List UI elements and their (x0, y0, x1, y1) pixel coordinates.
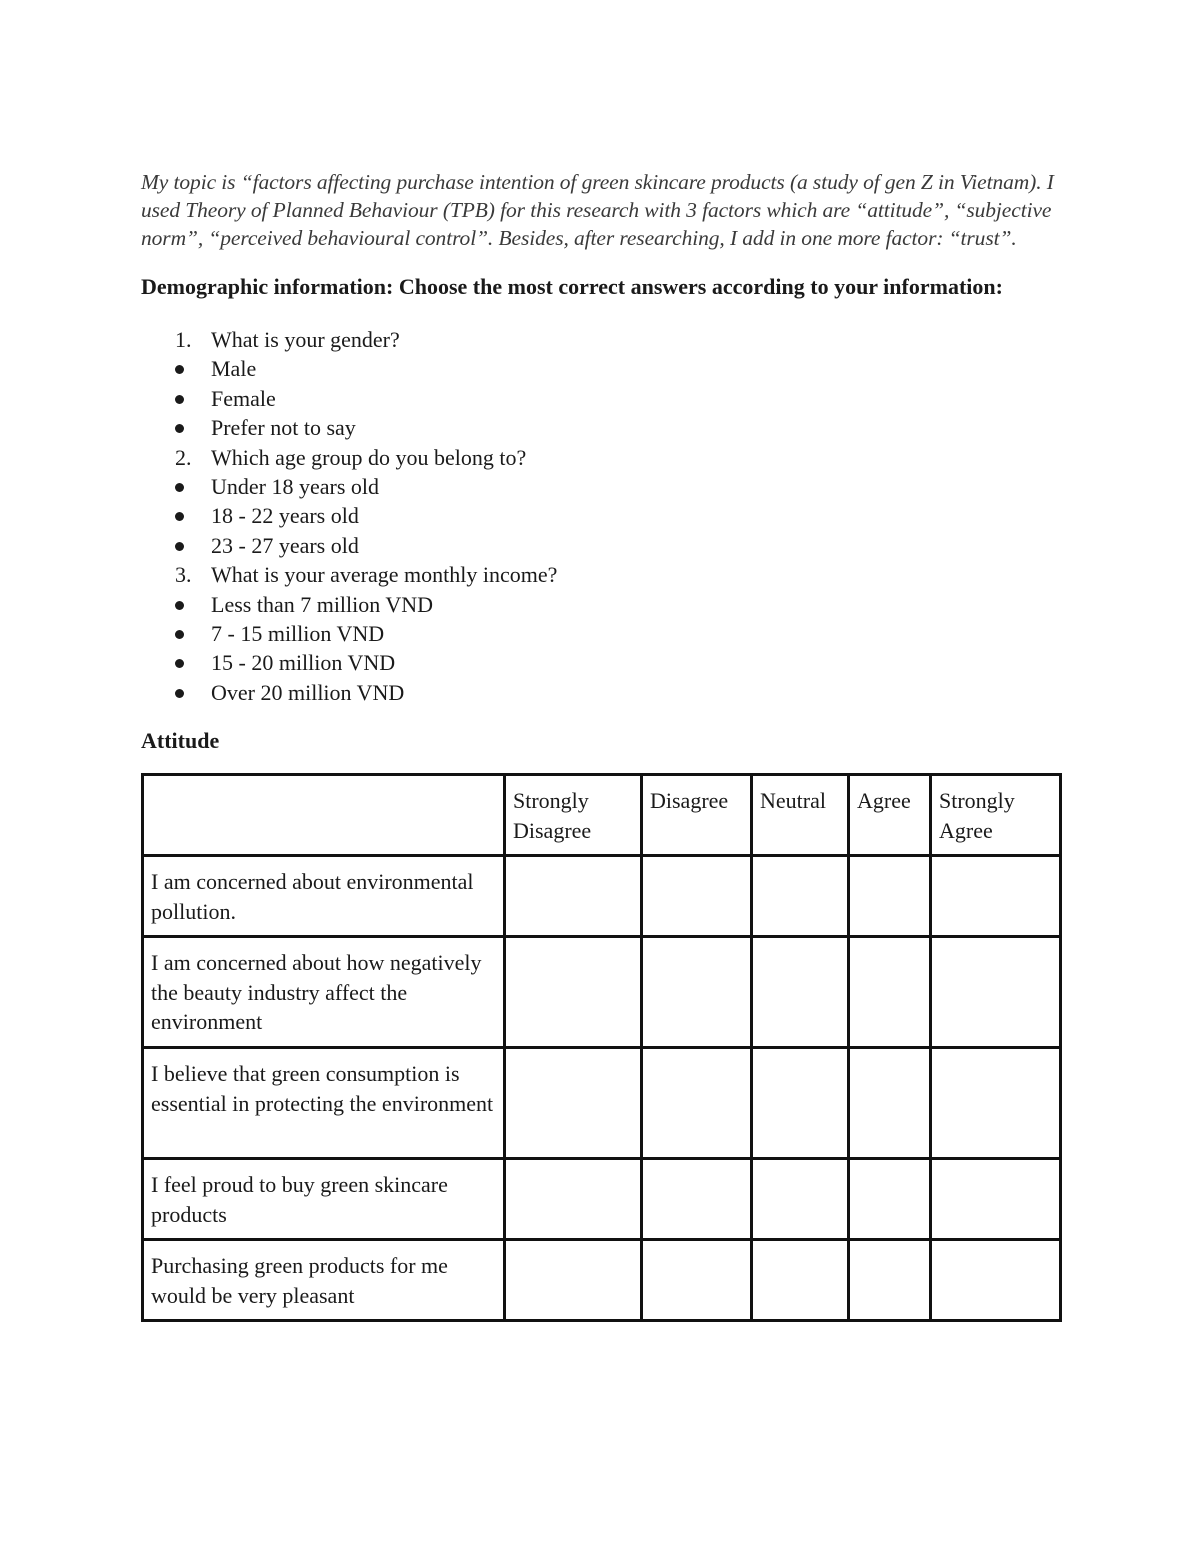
question-number: 1. (175, 327, 192, 352)
response-cell[interactable] (931, 1240, 1061, 1321)
option-text: 7 - 15 million VND (211, 621, 385, 647)
response-cell[interactable] (752, 937, 849, 1048)
table-header-cell: Neutral (752, 775, 849, 856)
attitude-heading: Attitude (141, 728, 220, 754)
option-text: Male (211, 356, 257, 382)
response-cell[interactable] (931, 856, 1061, 937)
response-cell[interactable] (642, 856, 752, 937)
response-cell[interactable] (505, 937, 642, 1048)
bullet-icon (175, 689, 184, 698)
response-cell[interactable] (642, 1159, 752, 1240)
option-item[interactable] (141, 648, 1061, 677)
demographic-heading: Demographic information: Choose the most correct answers according to your information: (141, 274, 1003, 299)
option-text: 15 - 20 million VND (211, 650, 396, 676)
option-text: Under 18 years old (211, 474, 380, 500)
option-item[interactable] (141, 413, 1061, 442)
response-cell[interactable] (505, 856, 642, 937)
bullet-icon (175, 483, 184, 492)
option-text: 18 - 22 years old (211, 503, 359, 529)
response-cell[interactable] (505, 1240, 642, 1321)
response-cell[interactable] (849, 1048, 931, 1159)
statement-cell: I am concerned about environmental pollution. (143, 856, 505, 937)
bullet-icon (175, 395, 184, 404)
bullet-icon (175, 630, 184, 639)
table-row (143, 1240, 1061, 1321)
table-row (143, 1159, 1061, 1240)
option-text: Over 20 million VND (211, 679, 405, 705)
option-text: Female (211, 385, 276, 411)
table-row (143, 1048, 1061, 1159)
statement-cell: I feel proud to buy green skincare products (143, 1159, 505, 1240)
table-row (143, 856, 1061, 937)
option-item[interactable] (141, 590, 1061, 619)
table-header-cell: Strongly Disagree (505, 775, 642, 856)
option-item[interactable] (141, 678, 1061, 707)
bullet-icon (175, 424, 184, 433)
option-item[interactable] (141, 354, 1061, 383)
table-header-cell: Disagree (642, 775, 752, 856)
response-cell[interactable] (752, 1048, 849, 1159)
option-item[interactable] (141, 531, 1061, 560)
bullet-icon (175, 542, 184, 551)
table-header-cell: Agree (849, 775, 931, 856)
statement-cell: Purchasing green products for me would be very pleasant (143, 1240, 505, 1321)
response-cell[interactable] (931, 937, 1061, 1048)
option-item[interactable] (141, 472, 1061, 501)
question-item (141, 325, 1061, 354)
option-item[interactable] (141, 384, 1061, 413)
response-cell[interactable] (752, 856, 849, 937)
response-cell[interactable] (849, 1159, 931, 1240)
option-text: Less than 7 million VND (211, 591, 434, 617)
document-page (141, 168, 1061, 1322)
table-header-cell (143, 775, 505, 856)
question-item (141, 443, 1061, 472)
option-item[interactable] (141, 619, 1061, 648)
table-row (143, 937, 1061, 1048)
question-text: Which age group do you belong to? (211, 444, 527, 470)
option-item[interactable] (141, 501, 1061, 530)
table-header-cell: Strongly Agree (931, 775, 1061, 856)
response-cell[interactable] (505, 1159, 642, 1240)
question-item (141, 560, 1061, 589)
bullet-icon (175, 659, 184, 668)
attitude-likert-table (141, 773, 1062, 1322)
response-cell[interactable] (849, 1240, 931, 1321)
demographic-question-list (141, 325, 1061, 707)
question-number: 2. (175, 444, 192, 470)
bullet-icon (175, 601, 184, 610)
response-cell[interactable] (931, 1048, 1061, 1159)
option-text: Prefer not to say (211, 415, 356, 441)
question-text: What is your gender? (211, 327, 400, 352)
statement-cell: I believe that green consumption is essential in protecting the environment (143, 1048, 505, 1159)
response-cell[interactable] (931, 1159, 1061, 1240)
response-cell[interactable] (642, 1240, 752, 1321)
response-cell[interactable] (752, 1159, 849, 1240)
response-cell[interactable] (849, 856, 931, 937)
response-cell[interactable] (642, 937, 752, 1048)
response-cell[interactable] (505, 1048, 642, 1159)
response-cell[interactable] (642, 1048, 752, 1159)
table-header-row (143, 775, 1061, 856)
intro-paragraph: My topic is “factors affecting purchase intention of green skincare products (a study of gen Z in Vietnam). I used Theory of Planned Behaviour (TPB) for this research with 3 factors which are “attitude”, “subjective norm”, “perceived behavioural control”. Besides, after researching, I add in one more factor: “trust”. (141, 170, 1054, 250)
question-text: What is your average monthly income? (211, 562, 558, 588)
option-text: 23 - 27 years old (211, 532, 359, 558)
question-number: 3. (175, 562, 192, 588)
response-cell[interactable] (752, 1240, 849, 1321)
bullet-icon (175, 365, 184, 374)
response-cell[interactable] (849, 937, 931, 1048)
bullet-icon (175, 512, 184, 521)
statement-cell: I am concerned about how negatively the beauty industry affect the environment (143, 937, 505, 1048)
